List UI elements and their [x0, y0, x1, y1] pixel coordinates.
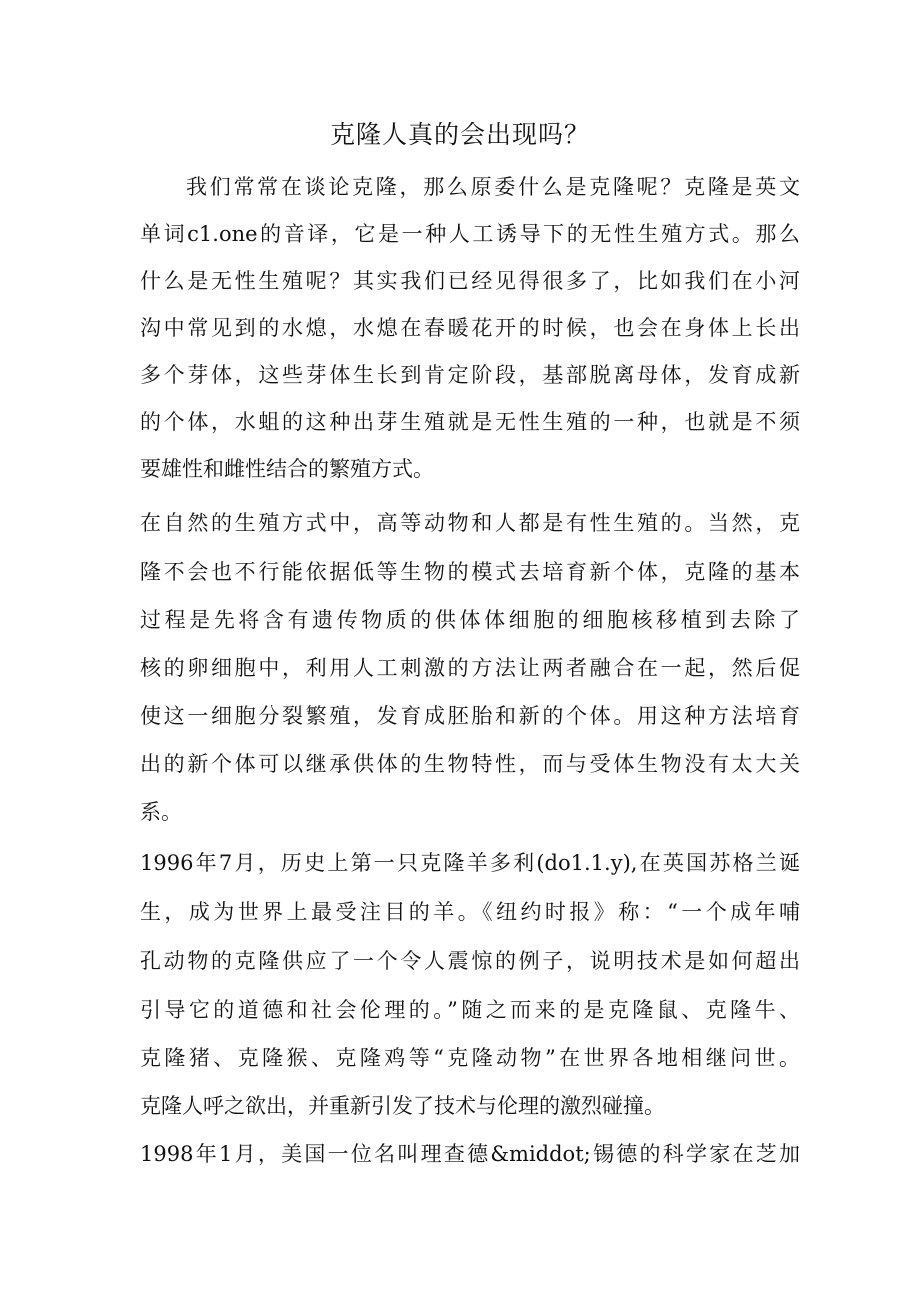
document-title: 克隆人真的会出现吗？ [329, 120, 590, 149]
paragraph-line: 使这一细胞分裂繁殖，发育成胚胎和新的个体。用这种方法培育 [140, 704, 800, 728]
paragraph-line: 隆不会也不行能依据低等生物的模式去培育新个体，克隆的基本 [140, 560, 800, 584]
paragraph-line: 引导它的道德和社会伦理的。”随之而来的是克隆鼠、克隆牛、 [140, 998, 800, 1022]
paragraph-line: 核的卵细胞中，利用人工刺激的方法让两者融合在一起，然后促 [140, 656, 800, 680]
paragraph-line: 生，成为世界上最受注目的羊。《纽约时报》称：“一个成年哺 [140, 900, 800, 924]
paragraph-line: 克隆猪、克隆猴、克隆鸡等“克隆动物”在世界各地相继问世。 [140, 1046, 800, 1070]
paragraph-line: 多个芽体，这些芽体生长到肯定阶段，基部脱离母体，发育成新 [140, 363, 800, 387]
paragraph-line: 我们常常在谈论克隆，那么原委什么是克隆呢？克隆是英文 [186, 175, 800, 199]
paragraph-line: 什么是无性生殖呢？其实我们已经见得很多了，比如我们在小河 [140, 269, 800, 293]
paragraph-line: 出的新个体可以继承供体的生物特性，而与受体生物没有太大关 [140, 752, 800, 776]
paragraph-line: 1996年7月，历史上第一只克隆羊多利(do1.1.y),在英国苏格兰诞 [140, 851, 800, 875]
paragraph-line: 要雄性和雌性结合的繁殖方式。 [140, 457, 434, 481]
paragraph-line: 过程是先将含有遗传物质的供体体细胞的细胞核移植到去除了 [140, 608, 800, 632]
paragraph-line: 孔动物的克隆供应了一个令人震惊的例子，说明技术是如何超出 [140, 949, 800, 973]
paragraph-line: 的个体，水蛆的这种出芽生殖就是无性生殖的一种，也就是不须 [140, 410, 800, 434]
paragraph-line: 在自然的生殖方式中，高等动物和人都是有性生殖的。当然，克 [140, 511, 800, 535]
paragraph-line: 沟中常见到的水熄，水熄在春暖花开的时候，也会在身体上长出 [140, 316, 800, 340]
paragraph-line: 1998年1月，美国一位名叫理查德&middot;锡德的科学家在芝加 [140, 1142, 800, 1166]
paragraph-line: 单词c1.one的音译，它是一种人工诱导下的无性生殖方式。那么 [140, 222, 800, 246]
paragraph-line: 克隆人呼之欲出，并重新引发了技术与伦理的激烈碰撞。 [140, 1094, 665, 1118]
paragraph-line: 系。 [140, 800, 182, 824]
